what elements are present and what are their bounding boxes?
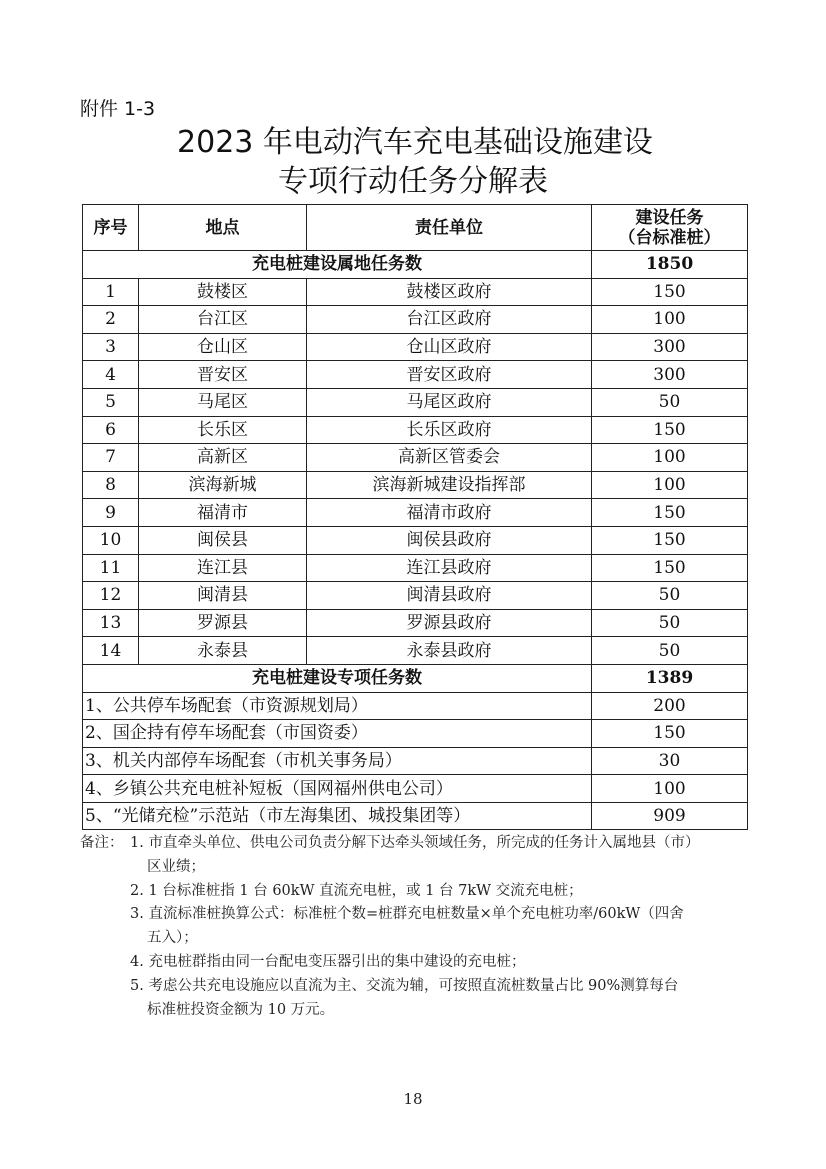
cell-task: 50 [592,582,748,610]
cell-unit: 晋安区政府 [307,361,592,389]
cell-unit: 仓山区政府 [307,333,592,361]
special-task-row [83,747,748,775]
table-row [83,609,748,637]
cell-task: 150 [592,278,748,306]
cell-location: 高新区 [139,444,307,472]
cell-unit: 鼓楼区政府 [307,278,592,306]
note-continuation: 标准桩投资金额为 10 万元。 [147,1001,335,1018]
document-title-line1: 2023 年电动汽车充电基础设施建设 [177,125,653,160]
cell-seq: 11 [83,554,139,582]
special-task-row [83,802,748,830]
section1-summary-row [83,251,748,279]
cell-location: 长乐区 [139,416,307,444]
cell-special-item: 2、国企持有停车场配套（市国资委） [83,720,592,748]
cell-task: 150 [592,416,748,444]
cell-seq: 7 [83,444,139,472]
header-task-line2: （台标准桩） [618,227,721,248]
cell-unit: 连江县政府 [307,554,592,582]
cell-special-item: 5、“光储充检”示范站（市左海集团、城投集团等） [83,802,592,830]
cell-unit: 滨海新城建设指挥部 [307,471,592,499]
table-row [83,388,748,416]
cell-seq: 10 [83,526,139,554]
note-item [80,903,760,927]
table-row [83,278,748,306]
cell-seq: 5 [83,388,139,416]
note-text: 1. 市直牵头单位、供电公司负责分解下达牵头领域任务，所完成的任务计入属地县（市） [130,835,700,851]
cell-location: 鼓楼区 [139,278,307,306]
notes-block [80,832,760,1022]
cell-task: 150 [592,499,748,527]
cell-location: 马尾区 [139,388,307,416]
cell-task: 30 [592,747,748,775]
cell-location: 罗源县 [139,609,307,637]
note-item [80,832,760,856]
table-row [83,361,748,389]
header-task [592,205,748,251]
table-row [83,637,748,665]
cell-task: 100 [592,471,748,499]
cell-seq: 12 [83,582,139,610]
attachment-label: 附件 1-3 [80,98,156,120]
cell-seq: 6 [83,416,139,444]
special-task-row [83,692,748,720]
cell-seq: 2 [83,306,139,334]
note-item [80,951,760,975]
cell-task: 100 [592,444,748,472]
task-breakdown-table [82,204,748,830]
cell-location: 晋安区 [139,361,307,389]
cell-task: 100 [592,775,748,803]
cell-location: 闽侯县 [139,526,307,554]
cell-task: 200 [592,692,748,720]
cell-location: 闽清县 [139,582,307,610]
document-title-line2: 专项行动任务分解表 [278,164,548,199]
cell-unit: 长乐区政府 [307,416,592,444]
cell-location: 永泰县 [139,637,307,665]
cell-unit: 闽清县政府 [307,582,592,610]
cell-task: 150 [592,720,748,748]
cell-unit: 马尾区政府 [307,388,592,416]
note-text: 3. 直流标准桩换算公式：标准桩个数=桩群充电桩数量×单个充电桩功率/60kW（四舍 [130,906,684,923]
header-unit: 责任单位 [307,205,592,251]
special-task-row [83,775,748,803]
section2-label: 充电桩建设专项任务数 [83,664,592,692]
section2-total: 1389 [592,664,748,692]
section2-summary-row [83,664,748,692]
cell-seq: 13 [83,609,139,637]
cell-location: 连江县 [139,554,307,582]
cell-seq: 14 [83,637,139,665]
note-text: 4. 充电桩群指由同一台配电变压器引出的集中建设的充电桩； [130,953,526,970]
cell-task: 909 [592,802,748,830]
notes-label: 备注： [80,835,124,851]
cell-seq: 1 [83,278,139,306]
note-text: 5. 考虑公共充电设施应以直流为主、交流为辅，可按照直流桩数量占比 90%测算每台 [130,977,679,994]
cell-special-item: 3、机关内部停车场配套（市机关事务局） [83,747,592,775]
table-row [83,444,748,472]
table-row [83,306,748,334]
page-number: 18 [403,1090,423,1108]
section1-total: 1850 [592,251,748,279]
cell-seq: 9 [83,499,139,527]
cell-task: 300 [592,333,748,361]
table-row [83,526,748,554]
cell-task: 150 [592,526,748,554]
table-row [83,554,748,582]
table-row [83,333,748,361]
cell-task: 100 [592,306,748,334]
cell-task: 300 [592,361,748,389]
note-continuation: 五入）； [147,930,198,947]
cell-location: 仓山区 [139,333,307,361]
table-row [83,499,748,527]
table-row [83,416,748,444]
cell-location: 滨海新城 [139,471,307,499]
cell-unit: 闽侯县政府 [307,526,592,554]
cell-seq: 4 [83,361,139,389]
cell-unit: 台江区政府 [307,306,592,334]
cell-special-item: 1、公共停车场配套（市资源规划局） [83,692,592,720]
special-task-row [83,720,748,748]
cell-unit: 罗源县政府 [307,609,592,637]
cell-location: 福清市 [139,499,307,527]
cell-seq: 8 [83,471,139,499]
cell-seq: 3 [83,333,139,361]
header-task-line1: 建设任务 [635,207,704,228]
cell-task: 150 [592,554,748,582]
cell-unit: 高新区管委会 [307,444,592,472]
note-text: 2. 1 台标准桩指 1 台 60kW 直流充电桩，或 1 台 7kW 交流充电桩； [130,882,583,899]
note-item [80,880,760,904]
cell-unit: 福清市政府 [307,499,592,527]
cell-task: 50 [592,388,748,416]
cell-special-item: 4、乡镇公共充电桩补短板（国网福州供电公司） [83,775,592,803]
table-row [83,582,748,610]
header-seq: 序号 [83,205,139,251]
cell-task: 50 [592,609,748,637]
note-item [80,975,760,999]
cell-task: 50 [592,637,748,665]
table-row [83,471,748,499]
cell-unit: 永泰县政府 [307,637,592,665]
table-header-row [83,205,748,251]
header-location: 地点 [139,205,307,251]
section1-label: 充电桩建设属地任务数 [83,251,592,279]
note-continuation: 区业绩； [147,858,205,875]
cell-location: 台江区 [139,306,307,334]
